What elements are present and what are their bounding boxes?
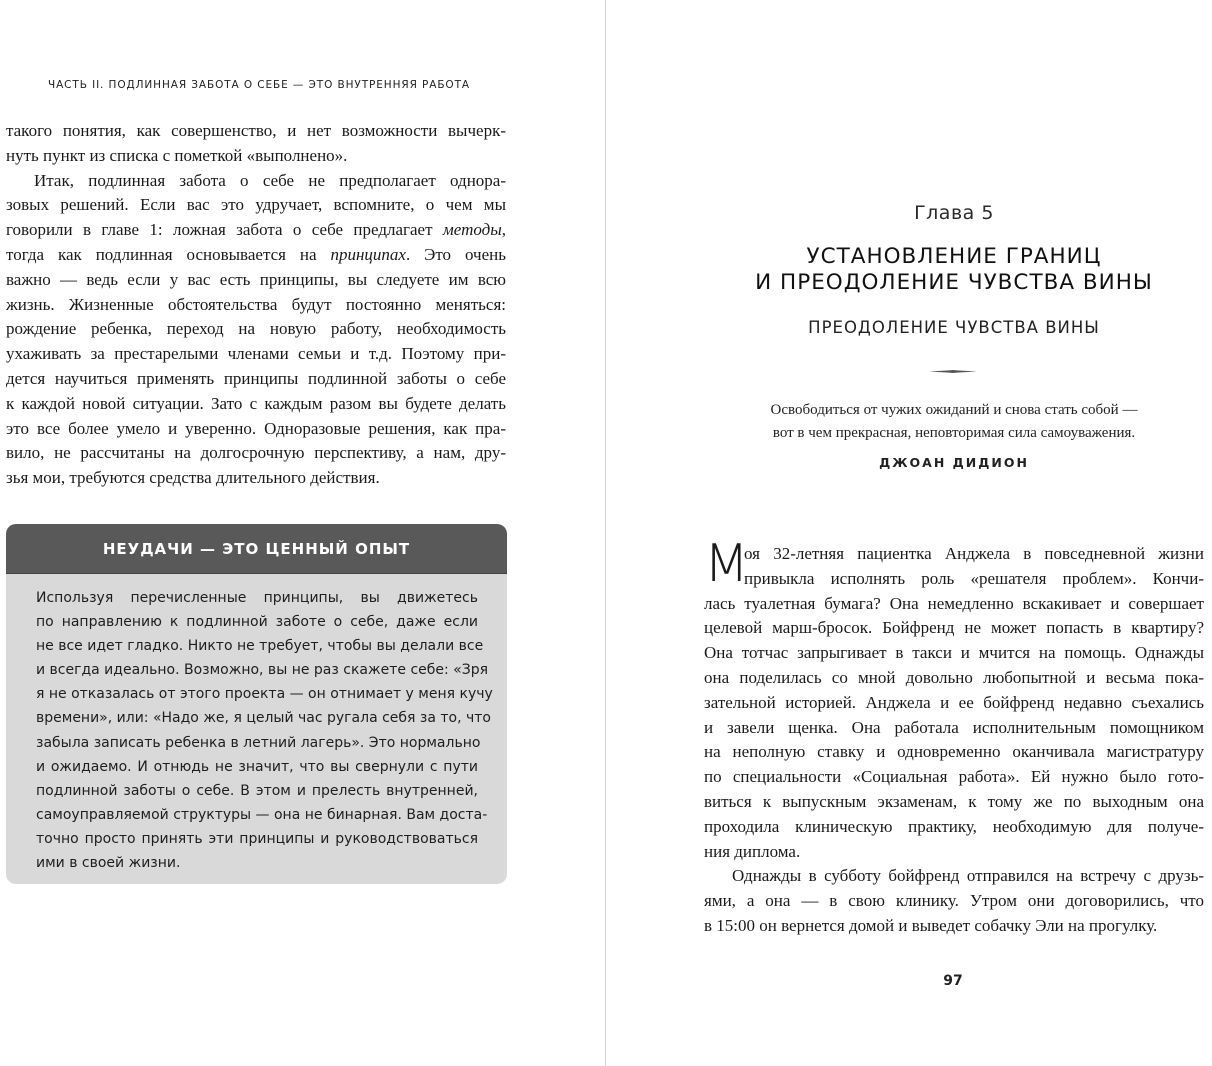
text-line	[6, 218, 506, 243]
sidebar-line: самоуправляемой структуры — она не бинарная. Вам доста-	[36, 806, 488, 823]
text-line: Итак, подлинная забота о себе не предполагает однора-	[34, 170, 506, 190]
text-line: на неполную ставку и одновременно оканчивала магистратуру	[704, 742, 1204, 762]
text-line: Она тотчас запрыгивает в такси и мчится на помощь. Однажды	[704, 643, 1204, 663]
sidebar-line: не все идет гладко. Никто не требует, чтобы вы делали все	[36, 638, 484, 655]
text-fragment: тогда как подлинная основывается на	[6, 244, 331, 264]
text-line: зовых решений. Если вас это удручает, вспомните, о чем мы	[6, 195, 506, 215]
sidebar-box	[6, 524, 507, 884]
sidebar-line: и всегда идеально. Возможно, вы не раз скажете себе: «Зря	[36, 662, 489, 679]
text-line: и завели щенка. Она работала исполнительным помощником	[704, 717, 1204, 737]
sidebar-line: ими в своей жизни.	[36, 855, 181, 872]
sidebar-line: забыла записать ребенка в летний лагерь». Это нормально	[36, 734, 481, 751]
chapter-title	[706, 244, 1202, 296]
epigraph-author: ДЖОАН ДИДИОН	[879, 455, 1029, 470]
ornament-divider	[929, 370, 977, 373]
text-line: привыкла исполнять роль «решателя проблем». Кончи-	[744, 568, 1204, 588]
paragraph-continued	[6, 119, 506, 169]
text-line: такого понятия, как совершенство, и нет возможности вычерк-	[6, 121, 506, 140]
sidebar-body	[36, 586, 493, 875]
text-line: важно — ведь если у вас есть принципы, вы следуете им всю	[6, 269, 506, 289]
text-line: она поделилась со мной довольно любопытной и весьма пока-	[704, 667, 1204, 687]
drop-cap: М	[704, 534, 749, 594]
text-line: целевой марш-бросок. Бойфренд не может попасть в квартиру?	[704, 618, 1204, 638]
text-line: по специальности «Социальная работа». Ей нужно было гото-	[704, 767, 1204, 787]
text-line: жизнь. Жизненные обстоятельства будут постоянно меняться:	[6, 294, 506, 314]
sidebar-line: Используя перечисленные принципы, вы движетесь	[36, 590, 478, 606]
text-fragment: ,	[501, 220, 506, 240]
chapter-title-line: И ПРЕОДОЛЕНИЕ ЧУВСТВА ВИНЫ	[755, 270, 1153, 295]
text-line: дется научиться применять принципы подлинной заботы о себе	[6, 368, 506, 388]
text-line: лась туалетная бумага? Она немедленно вскакивает и совершает	[704, 593, 1204, 613]
epigraph-line: Освободиться от чужих ожиданий и снова стать собой —	[770, 402, 1138, 418]
sidebar-line: точно просто принять эти принципы и руководствоваться	[36, 830, 478, 847]
epigraph	[706, 399, 1202, 445]
sidebar-line: по направлению к подлинной заботе о себе, даже если	[36, 614, 478, 631]
text-line: к каждой новой ситуации. Зато с каждым разом вы будете делать	[6, 393, 506, 413]
text-line: нуть пункт из списка с пометкой «выполнено».	[6, 145, 348, 165]
page-number: 97	[943, 973, 963, 989]
sidebar-line: я не отказалась от этого проекта — он отнимает у меня кучу	[36, 686, 493, 703]
text-line: вило, не рассчитаны на долгосрочную перспективу, а нам, дру-	[6, 443, 506, 463]
text-line: зательной историей. Анджела и ее бойфренд недавно съехались	[704, 692, 1204, 712]
text-line: это все более умело и уверенно. Одноразовые решения, как пра-	[6, 418, 506, 438]
text-line: зья мои, требуются средства длительного действия.	[6, 468, 380, 488]
text-line: проходила клиническую практику, необходимую для получе-	[704, 816, 1204, 836]
chapter-subtitle: ПРЕОДОЛЕНИЕ ЧУВСТВА ВИНЫ	[808, 318, 1100, 337]
running-head: ЧАСТЬ II. ПОДЛИННАЯ ЗАБОТА О СЕБЕ — ЭТО ВНУТРЕННЯЯ РАБОТА	[48, 79, 470, 91]
emphasis-methods: методы	[442, 220, 502, 240]
right-body-text	[704, 542, 1204, 939]
text-line: виться к выпускным экзаменам, к тому же по выходным она	[704, 791, 1204, 811]
text-fragment: . Это очень	[405, 244, 506, 264]
text-line: ями, а она — в свою клинику. Утром они договорились, что	[704, 891, 1204, 911]
text-fragment: говорили в главе 1: ложная забота о себе предлагает	[6, 220, 443, 240]
text-line: ухаживать за престарелыми членами семьи и т.д. Поэтому при-	[6, 344, 506, 364]
epigraph-line: вот в чем прекрасная, неповторимая сила самоуважения.	[772, 425, 1136, 441]
sidebar-line: подлинной заботы о себе. В этом и прелесть внутренней,	[36, 782, 478, 799]
text-line: оя 32-летняя пациентка Анджела в повседневной жизни	[744, 544, 1204, 563]
chapter-label: Глава 5	[914, 202, 994, 224]
text-line	[6, 243, 506, 268]
sidebar-title: НЕУДАЧИ — ЭТО ЦЕННЫЙ ОПЫТ	[6, 524, 507, 574]
chapter-title-line: УСТАНОВЛЕНИЕ ГРАНИЦ	[806, 244, 1102, 269]
sidebar-line: и ожидаемо. И отнюдь не значит, что вы свернули с пути	[36, 758, 478, 775]
text-line: Однажды в субботу бойфренд отправился на встречу с друзь-	[732, 866, 1204, 886]
text-line: ния диплома.	[704, 841, 801, 861]
emphasis-principles: принципах	[330, 244, 406, 264]
sidebar-line: времени», или: «Надо же, я целый час ругала себя за то, что	[36, 710, 491, 727]
text-line: рождение ребенка, переход на новую работу, необходимость	[6, 319, 506, 339]
left-body-text	[6, 119, 506, 491]
paragraph-principles	[6, 169, 506, 491]
page-gutter	[605, 0, 606, 1066]
text-line: в 15:00 он вернется домой и выведет собачку Эли на прогулку.	[704, 915, 1158, 935]
